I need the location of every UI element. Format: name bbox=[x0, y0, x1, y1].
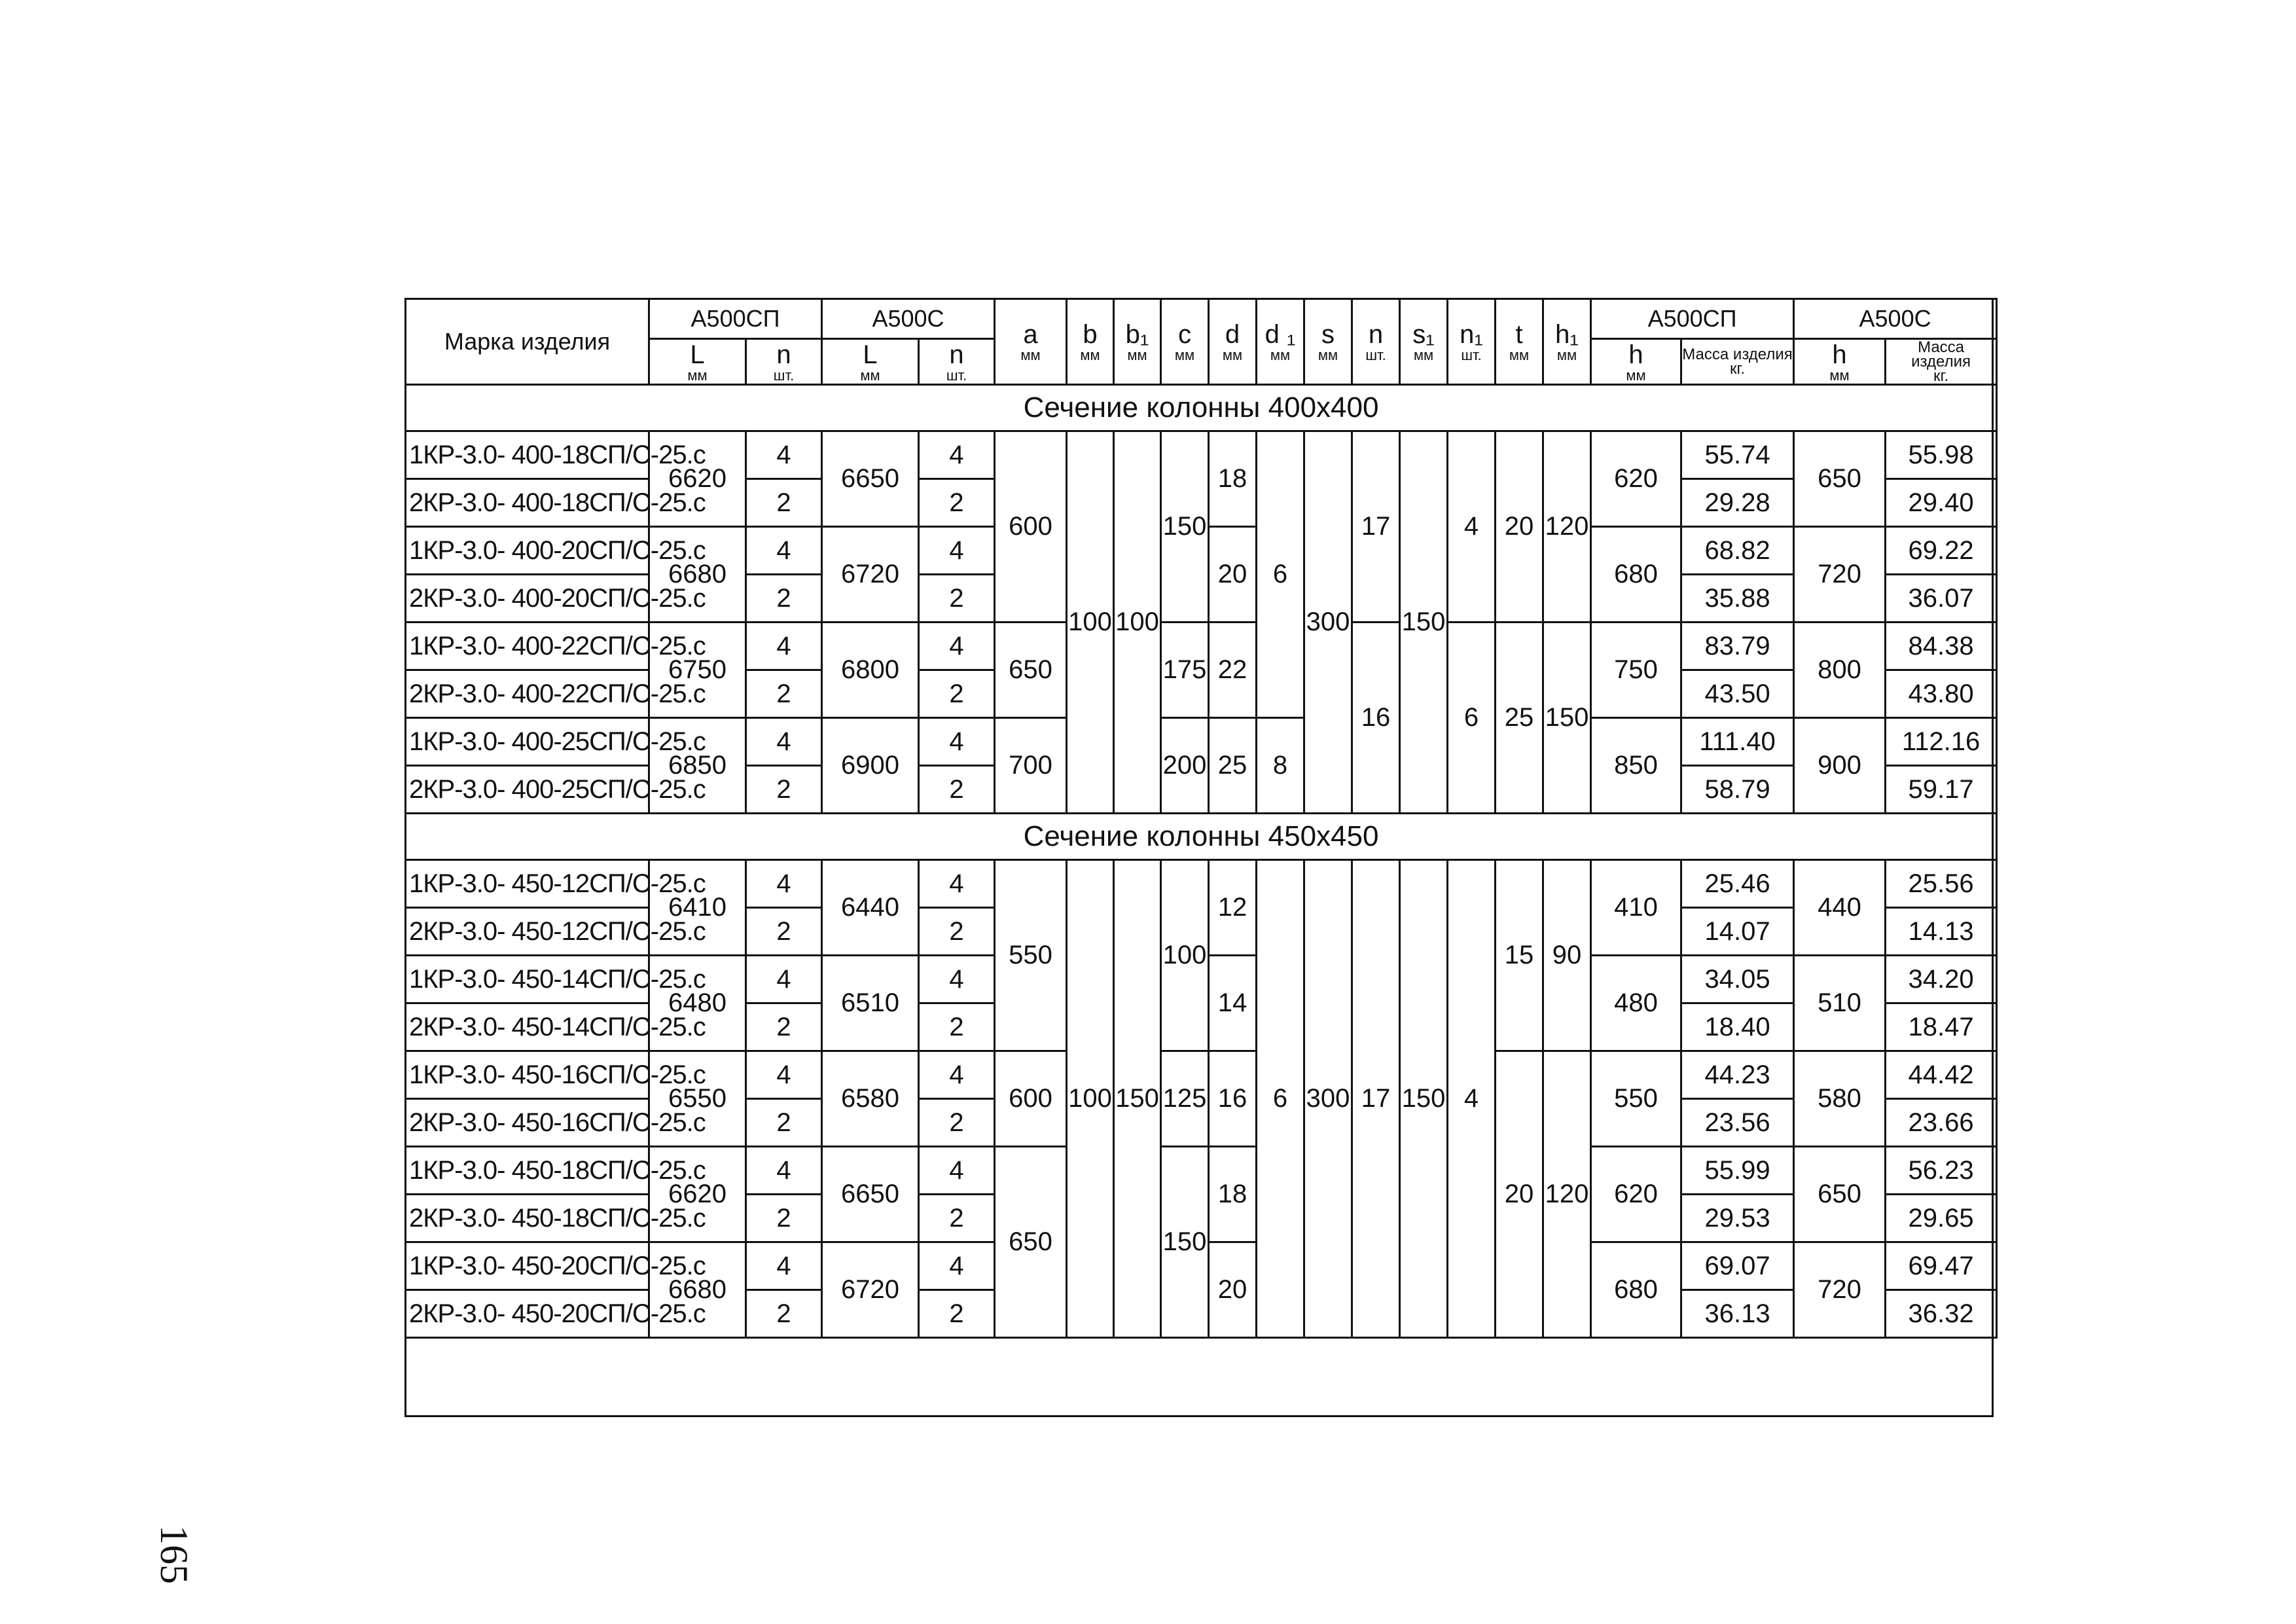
L-s-cell: 6580 bbox=[822, 1051, 919, 1147]
n-s-cell: 2 bbox=[919, 479, 995, 527]
L-sp-cell: 6410 bbox=[649, 860, 746, 956]
mark-cell: 2КР-3.0- 400-22СП/С-25.с bbox=[406, 670, 649, 718]
mass-s-cell: 69.47 bbox=[1886, 1242, 1997, 1290]
mass-sp-cell: 111.40 bbox=[1681, 718, 1794, 766]
mark-cell: 1КР-3.0- 400-18СП/С-25.с bbox=[406, 431, 649, 479]
n-sp-cell: 4 bbox=[746, 1051, 822, 1099]
b1-cell: 100 bbox=[1114, 431, 1161, 814]
L-s-cell: 6650 bbox=[822, 1147, 919, 1242]
L-sp-cell: 6620 bbox=[649, 431, 746, 527]
mass-sp-cell: 83.79 bbox=[1681, 623, 1794, 670]
d1-cell: 6 bbox=[1257, 860, 1304, 1338]
h-sp-cell: 680 bbox=[1591, 527, 1681, 623]
n-s-cell: 2 bbox=[919, 1099, 995, 1147]
mark-cell: 2КР-3.0- 450-16СП/С-25.с bbox=[406, 1099, 649, 1147]
table-row bbox=[406, 1051, 1997, 1099]
n-sp-cell: 4 bbox=[746, 1147, 822, 1195]
mass-s-cell: 18.47 bbox=[1886, 1003, 1997, 1051]
c-cell: 200 bbox=[1161, 718, 1209, 814]
a-cell: 550 bbox=[995, 860, 1067, 1051]
mark-cell: 1КР-3.0- 450-18СП/С-25.с bbox=[406, 1147, 649, 1195]
n-sp-cell: 4 bbox=[746, 623, 822, 670]
mass-sp-cell: 36.13 bbox=[1681, 1290, 1794, 1338]
n1-cell: 4 bbox=[1448, 431, 1496, 623]
mass-sp-cell: 69.07 bbox=[1681, 1242, 1794, 1290]
mass-sp-cell: 29.28 bbox=[1681, 479, 1794, 527]
n-sp-cell: 4 bbox=[746, 718, 822, 766]
header-L-sp: L мм bbox=[649, 339, 746, 385]
mark-cell: 1КР-3.0- 450-14СП/С-25.с bbox=[406, 956, 649, 1003]
n-sp-cell: 2 bbox=[746, 1099, 822, 1147]
n-sp-cell: 4 bbox=[746, 527, 822, 575]
n-s-cell: 4 bbox=[919, 956, 995, 1003]
n-s-cell: 2 bbox=[919, 575, 995, 623]
n-sp-cell: 2 bbox=[746, 575, 822, 623]
mass-s-cell: 29.65 bbox=[1886, 1195, 1997, 1242]
mark-cell: 1КР-3.0- 400-22СП/С-25.с bbox=[406, 623, 649, 670]
mass-s-cell: 34.20 bbox=[1886, 956, 1997, 1003]
t-cell: 20 bbox=[1496, 431, 1543, 623]
s-cell: 300 bbox=[1304, 431, 1352, 814]
b1-cell: 150 bbox=[1114, 860, 1161, 1338]
n-s-cell: 2 bbox=[919, 670, 995, 718]
mass-s-cell: 23.66 bbox=[1886, 1099, 1997, 1147]
mass-sp-cell: 25.46 bbox=[1681, 860, 1794, 908]
table-row bbox=[406, 623, 1997, 670]
h-s-cell: 580 bbox=[1794, 1051, 1886, 1147]
t-cell: 20 bbox=[1496, 1051, 1543, 1338]
header-group-a500sp: А500СП bbox=[649, 299, 822, 339]
d-cell: 20 bbox=[1209, 1242, 1257, 1338]
section-450 bbox=[406, 814, 1997, 1338]
n1-cell: 6 bbox=[1448, 623, 1496, 814]
n-s-cell: 2 bbox=[919, 1003, 995, 1051]
L-sp-cell: 6480 bbox=[649, 956, 746, 1051]
header-s: s мм bbox=[1304, 299, 1352, 385]
d-cell: 22 bbox=[1209, 623, 1257, 718]
mass-sp-cell: 43.50 bbox=[1681, 670, 1794, 718]
mass-sp-cell: 23.56 bbox=[1681, 1099, 1794, 1147]
b-cell: 100 bbox=[1067, 431, 1114, 814]
n-s-cell: 4 bbox=[919, 1242, 995, 1290]
mark-cell: 2КР-3.0- 400-18СП/С-25.с bbox=[406, 479, 649, 527]
mass-sp-cell: 34.05 bbox=[1681, 956, 1794, 1003]
n-cell: 17 bbox=[1352, 860, 1400, 1338]
header-s1: s₁ мм bbox=[1400, 299, 1448, 385]
h-sp-cell: 620 bbox=[1591, 431, 1681, 527]
header-d: d мм bbox=[1209, 299, 1257, 385]
d-cell: 18 bbox=[1209, 431, 1257, 527]
n-cell: 17 bbox=[1352, 431, 1400, 623]
header-mark: Марка изделия bbox=[406, 299, 649, 385]
mass-sp-cell: 18.40 bbox=[1681, 1003, 1794, 1051]
a-cell: 650 bbox=[995, 623, 1067, 718]
mass-sp-cell: 68.82 bbox=[1681, 527, 1794, 575]
n-s-cell: 2 bbox=[919, 908, 995, 956]
header-group-a500s-mass: А500С bbox=[1794, 299, 1997, 339]
mass-s-cell: 59.17 bbox=[1886, 766, 1997, 814]
mass-sp-cell: 14.07 bbox=[1681, 908, 1794, 956]
header-L-s: L мм bbox=[822, 339, 919, 385]
header-n-sp: n шт. bbox=[746, 339, 822, 385]
header-d1: d ₁ мм bbox=[1257, 299, 1304, 385]
header-group-a500s: А500С bbox=[822, 299, 995, 339]
h-sp-cell: 480 bbox=[1591, 956, 1681, 1051]
L-s-cell: 6900 bbox=[822, 718, 919, 814]
L-sp-cell: 6750 bbox=[649, 623, 746, 718]
h1-cell: 150 bbox=[1543, 623, 1591, 814]
n-sp-cell: 2 bbox=[746, 1290, 822, 1338]
header-t: t мм bbox=[1496, 299, 1543, 385]
a-cell: 700 bbox=[995, 718, 1067, 814]
L-s-cell: 6510 bbox=[822, 956, 919, 1051]
section-title: Сечение колонны 400х400 bbox=[406, 385, 1997, 431]
header-n1: n₁ шт. bbox=[1448, 299, 1496, 385]
mass-sp-cell: 35.88 bbox=[1681, 575, 1794, 623]
header-group-a500sp-mass: А500СП bbox=[1591, 299, 1794, 339]
a-cell: 600 bbox=[995, 431, 1067, 623]
mass-s-cell: 69.22 bbox=[1886, 527, 1997, 575]
b-cell: 100 bbox=[1067, 860, 1114, 1338]
s1-cell: 150 bbox=[1400, 431, 1448, 814]
n-s-cell: 4 bbox=[919, 623, 995, 670]
L-sp-cell: 6550 bbox=[649, 1051, 746, 1147]
header-a: a мм bbox=[995, 299, 1067, 385]
mass-sp-cell: 55.74 bbox=[1681, 431, 1794, 479]
mass-s-cell: 84.38 bbox=[1886, 623, 1997, 670]
table-row bbox=[406, 1147, 1997, 1195]
header-h1: h₁ мм bbox=[1543, 299, 1591, 385]
n1-cell: 4 bbox=[1448, 860, 1496, 1338]
h-sp-cell: 850 bbox=[1591, 718, 1681, 814]
n-sp-cell: 2 bbox=[746, 479, 822, 527]
mark-cell: 1КР-3.0- 450-12СП/С-25.с bbox=[406, 860, 649, 908]
header-n-s: n шт. bbox=[919, 339, 995, 385]
L-sp-cell: 6680 bbox=[649, 1242, 746, 1338]
n-s-cell: 2 bbox=[919, 1290, 995, 1338]
n-s-cell: 4 bbox=[919, 1147, 995, 1195]
t-cell: 25 bbox=[1496, 623, 1543, 814]
n-sp-cell: 2 bbox=[746, 908, 822, 956]
L-sp-cell: 6850 bbox=[649, 718, 746, 814]
d-cell: 18 bbox=[1209, 1147, 1257, 1242]
d1-cell: 6 bbox=[1257, 431, 1304, 718]
n-sp-cell: 4 bbox=[746, 956, 822, 1003]
h-s-cell: 650 bbox=[1794, 1147, 1886, 1242]
n-sp-cell: 2 bbox=[746, 1195, 822, 1242]
h-s-cell: 510 bbox=[1794, 956, 1886, 1051]
h-s-cell: 440 bbox=[1794, 860, 1886, 956]
mass-s-cell: 112.16 bbox=[1886, 718, 1997, 766]
header-c: c мм bbox=[1161, 299, 1209, 385]
header-mass-sp: Масса изделия кг. bbox=[1681, 339, 1794, 385]
h-s-cell: 800 bbox=[1794, 623, 1886, 718]
n-s-cell: 2 bbox=[919, 766, 995, 814]
h-sp-cell: 680 bbox=[1591, 1242, 1681, 1338]
h-sp-cell: 550 bbox=[1591, 1051, 1681, 1147]
mark-cell: 2КР-3.0- 400-25СП/С-25.с bbox=[406, 766, 649, 814]
L-sp-cell: 6680 bbox=[649, 527, 746, 623]
h-s-cell: 900 bbox=[1794, 718, 1886, 814]
specification-table bbox=[404, 298, 1998, 1339]
h1-cell: 120 bbox=[1543, 431, 1591, 623]
header-h-s: h мм bbox=[1794, 339, 1886, 385]
h1-cell: 90 bbox=[1543, 860, 1591, 1051]
n-sp-cell: 2 bbox=[746, 670, 822, 718]
mark-cell: 1КР-3.0- 400-20СП/С-25.с bbox=[406, 527, 649, 575]
L-s-cell: 6800 bbox=[822, 623, 919, 718]
section-400 bbox=[406, 385, 1997, 814]
mass-s-cell: 43.80 bbox=[1886, 670, 1997, 718]
s-cell: 300 bbox=[1304, 860, 1352, 1338]
n-s-cell: 4 bbox=[919, 718, 995, 766]
header-mass-s: Масса изделия кг. bbox=[1886, 339, 1997, 385]
page-number: 165 bbox=[152, 1525, 196, 1584]
d1-cell: 8 bbox=[1257, 718, 1304, 814]
h-s-cell: 720 bbox=[1794, 1242, 1886, 1338]
mass-sp-cell: 55.99 bbox=[1681, 1147, 1794, 1195]
mark-cell: 1КР-3.0- 450-20СП/С-25.с bbox=[406, 1242, 649, 1290]
header-b: b мм bbox=[1067, 299, 1114, 385]
d-cell: 12 bbox=[1209, 860, 1257, 956]
L-s-cell: 6650 bbox=[822, 431, 919, 527]
n-sp-cell: 2 bbox=[746, 1003, 822, 1051]
mass-s-cell: 44.42 bbox=[1886, 1051, 1997, 1099]
mass-s-cell: 25.56 bbox=[1886, 860, 1997, 908]
h1-cell: 120 bbox=[1543, 1051, 1591, 1338]
n-s-cell: 4 bbox=[919, 527, 995, 575]
a-cell: 650 bbox=[995, 1147, 1067, 1338]
table-row bbox=[406, 431, 1997, 479]
mark-cell: 2КР-3.0- 450-18СП/С-25.с bbox=[406, 1195, 649, 1242]
section-title: Сечение колонны 450х450 bbox=[406, 814, 1997, 860]
c-cell: 125 bbox=[1161, 1051, 1209, 1147]
mass-sp-cell: 58.79 bbox=[1681, 766, 1794, 814]
header-h-sp: h мм bbox=[1591, 339, 1681, 385]
n-sp-cell: 4 bbox=[746, 1242, 822, 1290]
c-cell: 150 bbox=[1161, 1147, 1209, 1338]
mass-s-cell: 36.07 bbox=[1886, 575, 1997, 623]
mark-cell: 2КР-3.0- 450-12СП/С-25.с bbox=[406, 908, 649, 956]
n-sp-cell: 4 bbox=[746, 860, 822, 908]
mark-cell: 1КР-3.0- 450-16СП/С-25.с bbox=[406, 1051, 649, 1099]
header-b1: b₁ мм bbox=[1114, 299, 1161, 385]
mass-s-cell: 14.13 bbox=[1886, 908, 1997, 956]
mass-sp-cell: 29.53 bbox=[1681, 1195, 1794, 1242]
n-s-cell: 4 bbox=[919, 431, 995, 479]
h-s-cell: 720 bbox=[1794, 527, 1886, 623]
L-sp-cell: 6620 bbox=[649, 1147, 746, 1242]
n-s-cell: 2 bbox=[919, 1195, 995, 1242]
L-s-cell: 6440 bbox=[822, 860, 919, 956]
h-s-cell: 650 bbox=[1794, 431, 1886, 527]
n-s-cell: 4 bbox=[919, 860, 995, 908]
mass-s-cell: 29.40 bbox=[1886, 479, 1997, 527]
c-cell: 150 bbox=[1161, 431, 1209, 623]
c-cell: 100 bbox=[1161, 860, 1209, 1051]
mark-cell: 2КР-3.0- 400-20СП/С-25.с bbox=[406, 575, 649, 623]
d-cell: 20 bbox=[1209, 527, 1257, 623]
n-sp-cell: 4 bbox=[746, 431, 822, 479]
h-sp-cell: 750 bbox=[1591, 623, 1681, 718]
mass-s-cell: 55.98 bbox=[1886, 431, 1997, 479]
d-cell: 16 bbox=[1209, 1051, 1257, 1147]
h-sp-cell: 410 bbox=[1591, 860, 1681, 956]
table-row bbox=[406, 860, 1997, 908]
n-sp-cell: 2 bbox=[746, 766, 822, 814]
header-n: n шт. bbox=[1352, 299, 1400, 385]
mark-cell: 2КР-3.0- 450-20СП/С-25.с bbox=[406, 1290, 649, 1338]
L-s-cell: 6720 bbox=[822, 1242, 919, 1338]
L-s-cell: 6720 bbox=[822, 527, 919, 623]
d-cell: 14 bbox=[1209, 956, 1257, 1051]
n-s-cell: 4 bbox=[919, 1051, 995, 1099]
a-cell: 600 bbox=[995, 1051, 1067, 1147]
t-cell: 15 bbox=[1496, 860, 1543, 1051]
mark-cell: 2КР-3.0- 450-14СП/С-25.с bbox=[406, 1003, 649, 1051]
d-cell: 25 bbox=[1209, 718, 1257, 814]
c-cell: 175 bbox=[1161, 623, 1209, 718]
table-row bbox=[406, 718, 1997, 766]
mark-cell: 1КР-3.0- 400-25СП/С-25.с bbox=[406, 718, 649, 766]
n-cell: 16 bbox=[1352, 623, 1400, 814]
mass-sp-cell: 44.23 bbox=[1681, 1051, 1794, 1099]
mass-s-cell: 56.23 bbox=[1886, 1147, 1997, 1195]
h-sp-cell: 620 bbox=[1591, 1147, 1681, 1242]
s1-cell: 150 bbox=[1400, 860, 1448, 1338]
mass-s-cell: 36.32 bbox=[1886, 1290, 1997, 1338]
